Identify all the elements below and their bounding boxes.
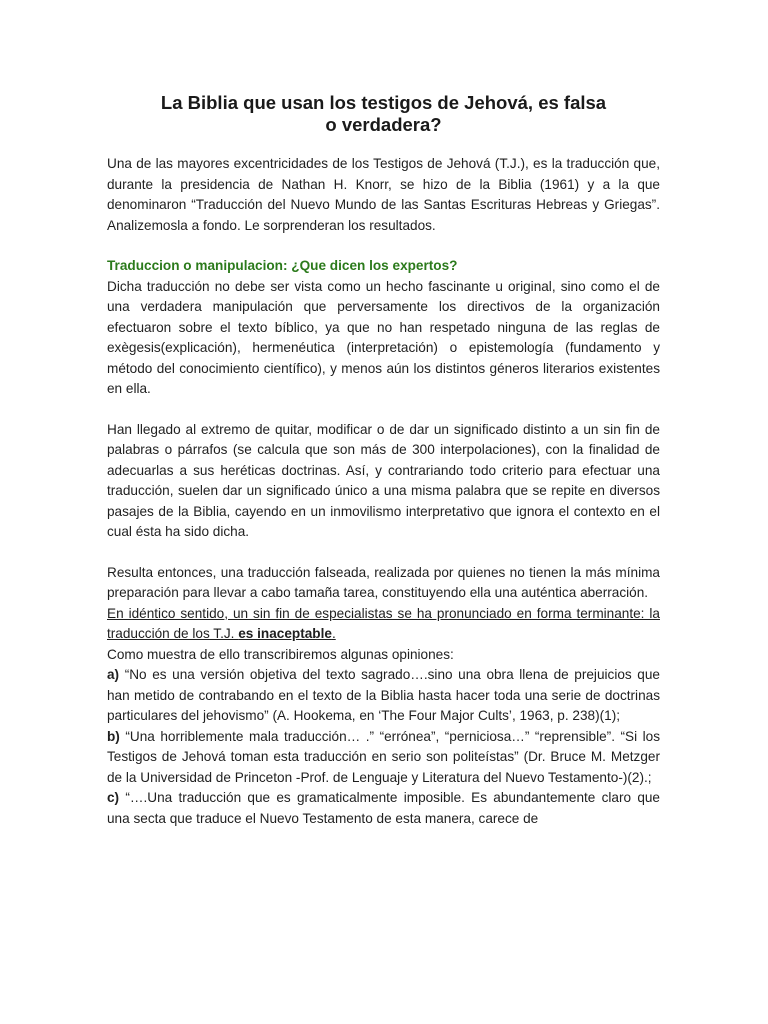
underlined-statement bbox=[107, 606, 660, 642]
quote-b-text: “Una horriblemente mala traducción… .” “errónea”, “perniciosa…” “reprensible”. “Si los Testigos de Jehová toman esta traducción en serio son politeístas” (Dr. Bruce M. Metzger de la Universidad de Princeton -Prof. de Lenguaje y Literatura del Nuevo Testamento-)(2).; bbox=[107, 728, 660, 785]
spacer bbox=[107, 543, 660, 563]
quote-c-label: c) bbox=[107, 790, 120, 805]
intro-paragraph: Una de las mayores excentricidades de los Testigos de Jehová (T.J.), es la traducción que, durante la presidencia de Nathan H. Knorr, se hizo de la Biblia (1961) y a la que denominaron “Traducción del Nuevo Mundo de las Santas Escrituras Hebreas y Griegas”. Analizemosla a fondo. Le sorprenderan los resultados. bbox=[107, 156, 660, 233]
quote-c bbox=[107, 788, 660, 829]
spacer bbox=[107, 400, 660, 420]
spacer bbox=[107, 236, 660, 256]
paragraph-2: Han llegado al extremo de quitar, modificar o de dar un significado distinto a un sin fin de palabras o párrafos (se calcula que son más de 300 interpolaciones), con la finalidad de adecuarlas a sus heréticas doctrinas. Así, y contrariando todo criterio para efectuar una traducción, suelen dar un significado único a una misma palabra que se repite en diversos pasajes de la Biblia, cayendo en un inmovilismo interpretativo que ignora el contexto en el cual ésta ha sido dicha. bbox=[107, 421, 660, 539]
title-line-2: o verdadera? bbox=[325, 114, 442, 135]
section-heading: Traduccion o manipulacion: ¿Que dicen los expertos? bbox=[107, 258, 458, 273]
paragraph-4 bbox=[107, 604, 660, 645]
bold-verdict: es inaceptable bbox=[238, 626, 332, 641]
quote-c-text: “….Una traducción que es gramaticalmente imposible. Es abundantemente claro que una secta que traduce el Nuevo Testamento de esta manera, carece de bbox=[107, 790, 660, 826]
paragraph-5: Como muestra de ello transcribiremos algunas opiniones: bbox=[107, 646, 454, 662]
quote-a bbox=[107, 665, 660, 727]
quote-b-label: b) bbox=[107, 728, 120, 744]
page-title bbox=[107, 92, 660, 136]
quote-a-label: a) bbox=[107, 667, 120, 682]
quote-b bbox=[107, 727, 660, 789]
period: . bbox=[331, 626, 336, 641]
quote-a-text: “No es una versión objetiva del texto sagrado….sino una obra llena de prejuicios que han metido de contrabando en el texto de la Biblia hasta hacer toda una serie de doctrinas particulares del jehovismo” (A. Hookema, en ‘The Four Major Cults’, 1963, p. 238)(1); bbox=[107, 667, 660, 723]
document-page bbox=[107, 92, 660, 829]
paragraph-3: Resulta entonces, una traducción falseada, realizada por quienes no tienen la más mínima preparación para llevar a cabo tamaña tarea, constituyendo ella una auténtica aberración. bbox=[107, 564, 660, 600]
underlined-text: En idéntico sentido, un sin fin de especialistas se ha pronunciado en forma terminante: la traducción de los T.J. bbox=[107, 605, 660, 641]
paragraph-1: Dicha traducción no debe ser vista como un hecho fascinante u original, sino como el de una verdadera manipulación que perversamente los directivos de la organización efectuaron sobre el texto bíblico, ya que no han respetado ninguna de las reglas de exègesis(explicación), hermenéutica (interpretación) o epistemología (fundamento y método del conocimiento científico), y menos aún los distintos géneros literarios existentes en ella. bbox=[107, 278, 660, 396]
title-line-1: La Biblia que usan los testigos de Jehová, es falsa bbox=[160, 92, 607, 113]
